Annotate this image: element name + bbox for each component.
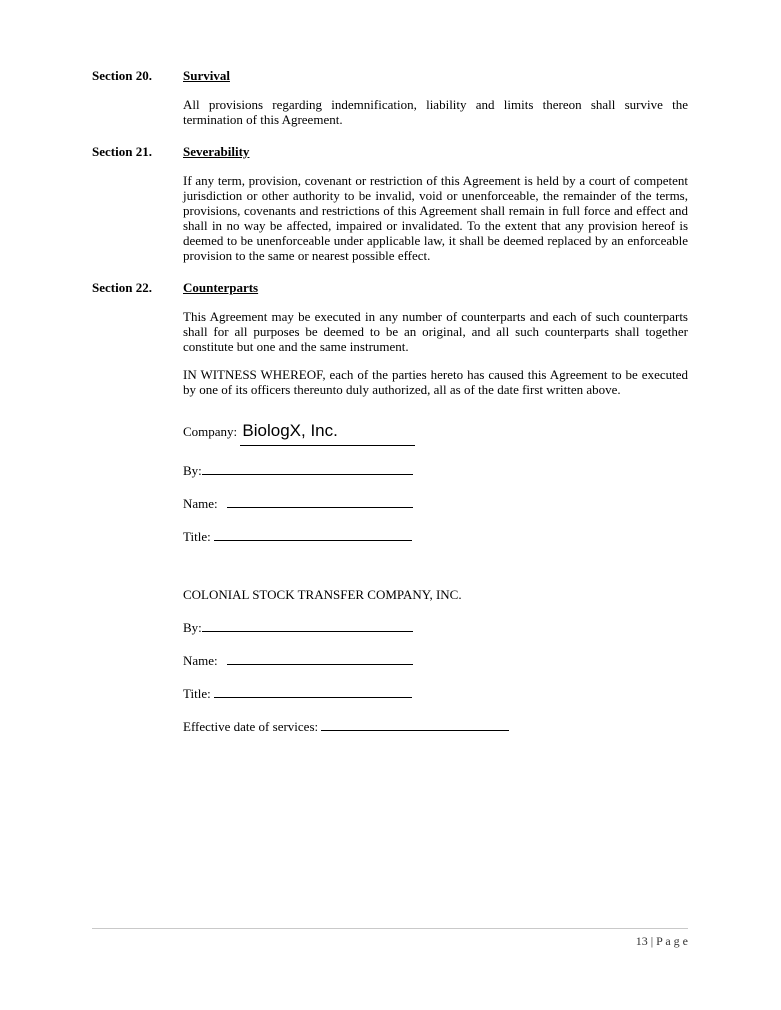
title-signature-line — [214, 683, 412, 698]
by-row — [183, 460, 688, 479]
name-signature-line — [227, 650, 413, 665]
section-title: Severability — [183, 144, 250, 159]
section-label: Section 20. — [92, 68, 152, 83]
footer-divider — [92, 928, 688, 929]
paragraph: This Agreement may be executed in any number of counterparts and each of such counterparts shall for all purposes be deemed to be an original, and all such counterparts shall together constitute but one and the same instrument. — [183, 309, 688, 354]
section-body — [183, 97, 688, 127]
section-title: Survival — [183, 68, 230, 83]
company-value: BiologX, Inc. — [242, 421, 338, 440]
section-label: Section 22. — [92, 280, 152, 295]
section-body — [183, 173, 688, 263]
company-label: Company: — [183, 424, 241, 439]
page-number: 13 | P a g e — [635, 934, 688, 948]
signature-block-biologx — [183, 423, 688, 545]
title-signature-line — [214, 526, 412, 541]
signature-block-colonial — [183, 587, 688, 735]
by-signature-line — [202, 617, 413, 632]
by-label: By: — [183, 620, 202, 635]
title-row — [183, 683, 688, 702]
name-row — [183, 493, 688, 512]
effective-date-row — [183, 716, 688, 735]
name-row — [183, 650, 688, 669]
company-name: COLONIAL STOCK TRANSFER COMPANY, INC. — [183, 587, 462, 602]
paragraph: IN WITNESS WHEREOF, each of the parties hereto has caused this Agreement to be executed by one of its officers thereunto duly authorized, all as of the date first written above. — [183, 367, 688, 397]
title-row — [183, 526, 688, 545]
title-label: Title: — [183, 686, 214, 701]
name-label: Name: — [183, 496, 228, 511]
name-signature-line — [227, 493, 413, 508]
paragraph: If any term, provision, covenant or restriction of this Agreement is held by a court of competent jurisdiction or other authority to be invalid, void or unenforceable, the remainder of the terms, provisions, covenants and restrictions of this Agreement shall remain in full force and effect and shall in no way be affected, impaired or invalidated. To the extent that any provision hereof is deemed to be unenforceable under applicable law, it shall be deemed replaced by an enforceable provision to the same or nearest possible effect. — [183, 173, 688, 263]
section-title: Counterparts — [183, 280, 259, 295]
paragraph: All provisions regarding indemnification, liability and limits thereon shall survive the termination of this Agreement. — [183, 97, 688, 127]
by-signature-line — [202, 460, 413, 475]
section-label: Section 21. — [92, 144, 152, 159]
company-name-row — [183, 587, 688, 603]
name-label: Name: — [183, 653, 228, 668]
by-label: By: — [183, 463, 202, 478]
company-row — [183, 423, 688, 446]
effective-date-label: Effective date of services: — [183, 719, 322, 734]
title-label: Title: — [183, 529, 214, 544]
section-22 — [92, 280, 688, 397]
section-21 — [92, 144, 688, 263]
effective-date-line — [321, 716, 509, 731]
section-body — [183, 309, 688, 397]
section-heading — [92, 144, 688, 160]
section-20 — [92, 68, 688, 127]
section-heading — [92, 68, 688, 84]
section-heading — [92, 280, 688, 296]
company-signature-line — [240, 423, 415, 446]
by-row — [183, 617, 688, 636]
